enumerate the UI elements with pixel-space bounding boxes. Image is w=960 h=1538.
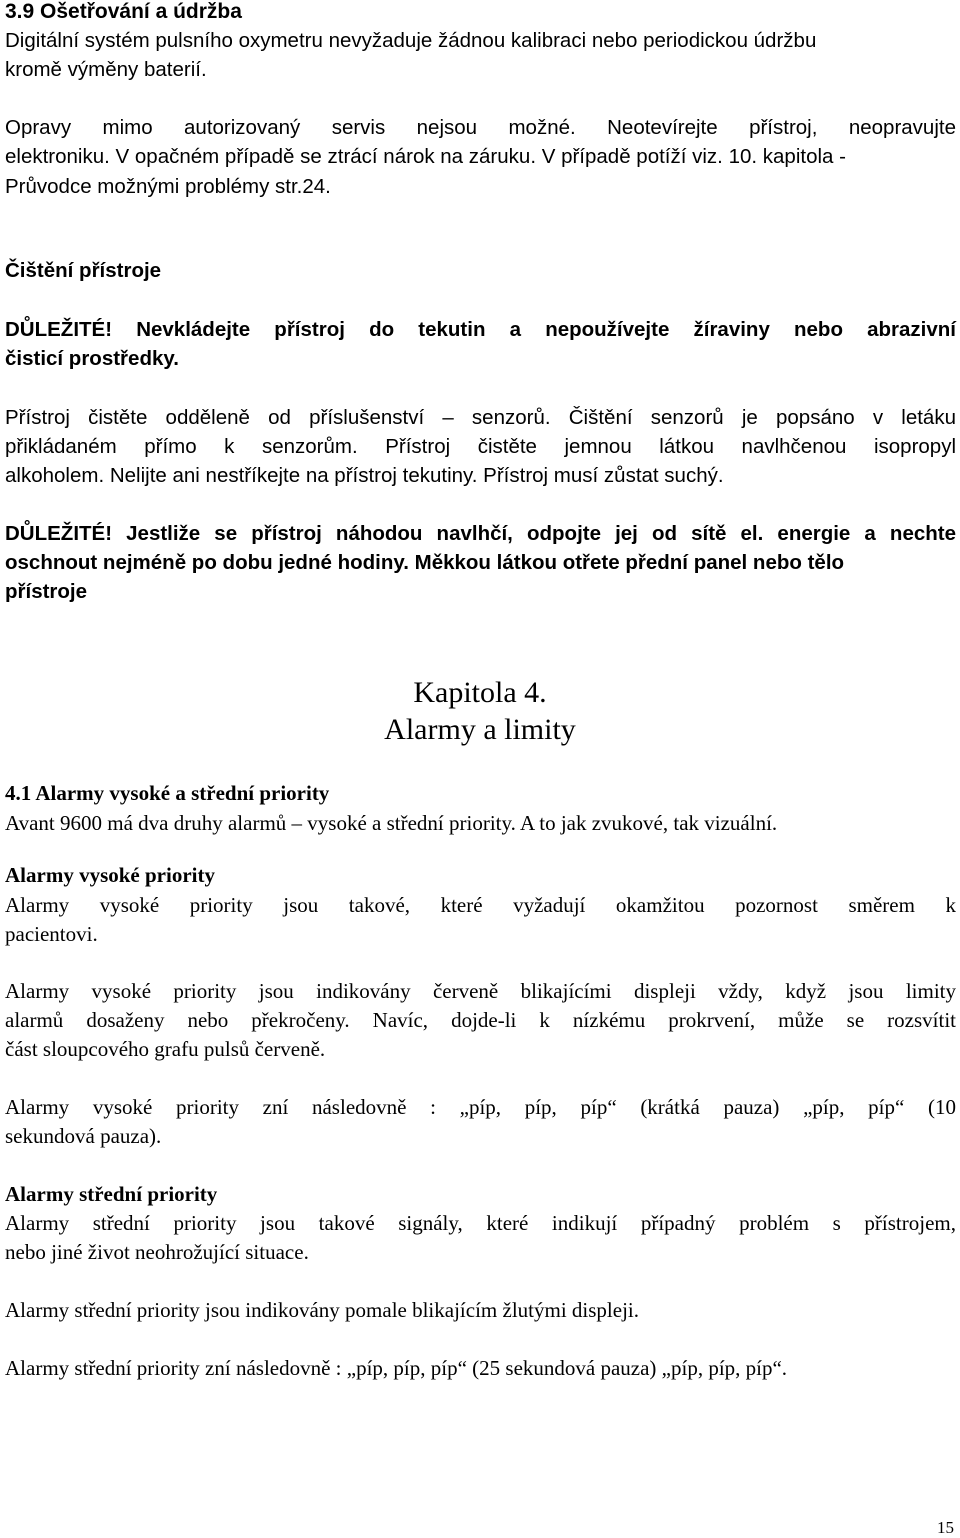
high-p2-line1: Alarmy vysoké priority jsou indikovány červeně blikajícími displeji vždy, když jsou limity [5, 979, 956, 1003]
high-p1-line1: Alarmy vysoké priority jsou takové, které vyžadují okamžitou pozornost směrem k [5, 893, 956, 917]
medium-priority-heading: Alarmy střední priority [5, 1182, 218, 1206]
para2-line1: Opravy mimo autorizovaný servis nejsou možné. Neotevírejte přístroj, neopravujte [5, 116, 956, 139]
medium-p1-line2: nebo jiné život neohrožující situace. [5, 1240, 309, 1264]
high-p3-line1: Alarmy vysoké priority zní následovně : „píp, píp, píp“ (krátká pauza) „píp, píp“ (10 [5, 1095, 956, 1119]
section-4-1-intro: Avant 9600 má dva druhy alarmů – vysoké a střední priority. A to jak zvukové, tak vizuální. [5, 811, 778, 835]
warning2-line2: oschnout nejméně po dobu jedné hodiny. Měkkou látkou otřete přední panel nebo tělo [5, 551, 845, 574]
para1-line2: kromě výměny baterií. [5, 58, 207, 81]
warning2-line3: přístroje [5, 580, 88, 603]
para3-line2: přikládaném přímo k senzorům. Přístroj čistěte jemnou látkou navlhčenou isopropyl [5, 435, 956, 458]
para3-line1: Přístroj čistěte odděleně od příslušenství – senzorů. Čištění senzorů je popsáno v letáku [5, 406, 956, 429]
medium-p1-line1: Alarmy střední priority jsou takové signály, které indikují případný problém s přístrojem, [5, 1211, 956, 1235]
medium-p3: Alarmy střední priority zní následovně : „píp, píp, píp“ (25 sekundová pauza) „píp, píp, píp“. [5, 1356, 788, 1380]
high-p1-line2: pacientovi. [5, 922, 98, 946]
para3-line3: alkoholem. Nelijte ani nestříkejte na přístroj tekutiny. Přístroj musí zůstat suchý. [5, 464, 724, 487]
chapter-subtitle: Alarmy a limity [384, 713, 576, 746]
high-priority-heading: Alarmy vysoké priority [5, 863, 215, 887]
high-p2-line3: část sloupcového grafu pulsů červeně. [5, 1037, 326, 1061]
page-number: 15 [937, 1518, 954, 1537]
cleaning-heading: Čištění přístroje [5, 259, 162, 282]
section-3-9-title: 3.9 Ošetřování a údržba [5, 0, 242, 23]
para2-line3: Průvodce možnými problémy str.24. [5, 175, 331, 198]
chapter-title: Kapitola 4. [413, 676, 547, 709]
high-p2-line2: alarmů dosaženy nebo překročeny. Navíc, dojde-li k nízkému prokrvení, může se rozsvítit [5, 1008, 956, 1032]
warning1-line2: čisticí prostředky. [5, 347, 179, 370]
section-4-1-title: 4.1 Alarmy vysoké a střední priority [5, 781, 330, 805]
medium-p2: Alarmy střední priority jsou indikovány pomale blikajícím žlutými displeji. [5, 1298, 639, 1322]
high-p3-line2: sekundová pauza). [5, 1124, 162, 1148]
warning1-line1: DŮLEŽITÉ! Nevkládejte přístroj do tekutin a nepoužívejte žíraviny nebo abrazivní [5, 318, 956, 341]
para1-line1: Digitální systém pulsního oxymetru nevyžaduje žádnou kalibraci nebo periodickou údržbu [5, 29, 817, 52]
para2-line2: elektroniku. V opačném případě se ztrácí nárok na záruku. V případě potíží viz. 10. kapitola - [5, 145, 846, 168]
warning2-line1: DŮLEŽITÉ! Jestliže se přístroj náhodou navlhčí, odpojte jej od sítě el. energie a nechte [5, 522, 956, 545]
